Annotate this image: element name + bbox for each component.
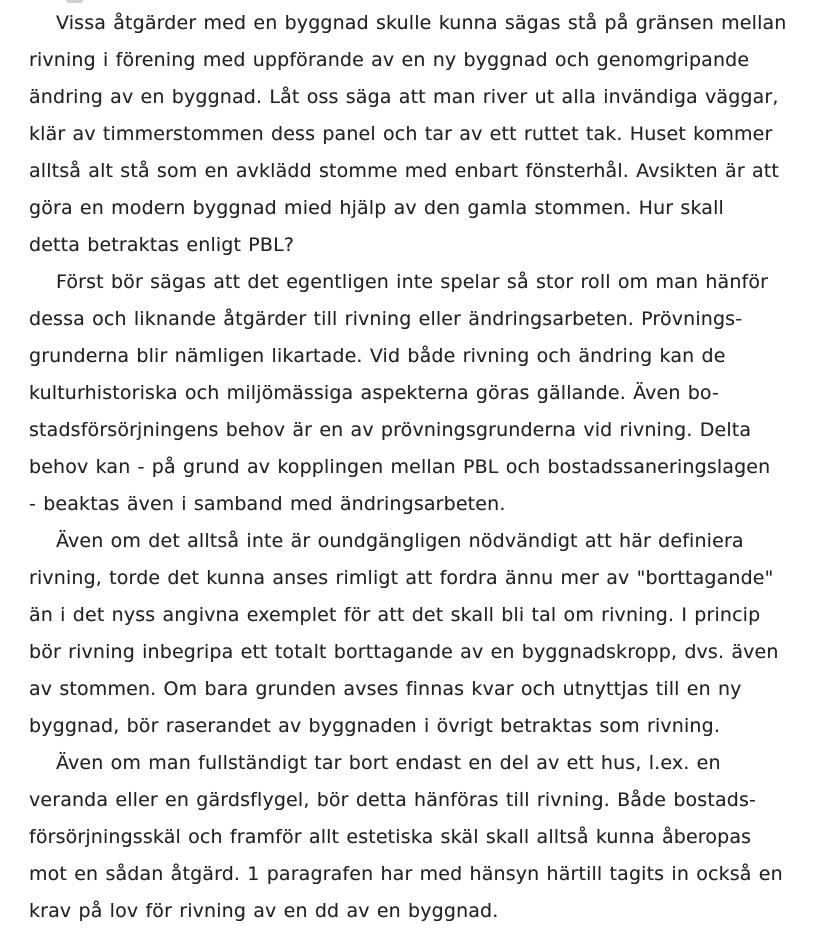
text-line: av stommen. Om bara grunden avses finnas kvar och utnyttjas till en ny: [29, 678, 742, 700]
text-line: krav på lov för rivning av en dd av en byggnad.: [29, 900, 499, 922]
text-line: klär av timmerstommen dess panel och tar av ett ruttet tak. Huset kommer: [29, 123, 773, 145]
text-line: dessa och liknande åtgärder till rivning eller ändringsarbeten. Prövnings-: [29, 308, 743, 330]
paragraph: [29, 5, 810, 264]
text-line: veranda eller en gärdsflygel, bör detta hänföras till rivning. Både bostads-: [29, 789, 757, 811]
cropped-line-artifact: [66, 0, 83, 3]
text-line: försörjningsskäl och framför allt estetiska skäl skall alltså kunna åberopas: [29, 826, 752, 848]
paragraph: [29, 523, 810, 745]
text-line: rivning i förening med uppförande av en ny byggnad och genomgripande: [29, 49, 750, 71]
text-line: behov kan - på grund av kopplingen mellan PBL och bostadssaneringslagen: [29, 456, 771, 478]
text-line: kulturhistoriska och miljömässiga aspekterna göras gällande. Även bo-: [29, 382, 720, 404]
text-line: mot en sådan åtgärd. 1 paragrafen har med hänsyn härtill tagits in också en: [29, 863, 783, 885]
text-line: än i det nyss angivna exemplet för att det skall bli tal om rivning. I princip: [29, 604, 761, 626]
text-line: alltså alt stå som en avklädd stomme med enbart fönsterhål. Avsikten är att: [29, 160, 779, 182]
text-line: Även om man fullständigt tar bort endast en del av ett hus, l.ex. en: [56, 752, 721, 774]
paragraph: [29, 745, 810, 930]
text-line: Vissa åtgärder med en byggnad skulle kunna sägas stå på gränsen mellan: [56, 12, 787, 34]
text-line: grunderna blir nämligen likartade. Vid både rivning och ändring kan de: [29, 345, 726, 367]
text-line: - beaktas även i samband med ändringsarbeten.: [29, 493, 506, 515]
text-line: Först bör sägas att det egentligen inte spelar så stor roll om man hänför: [56, 271, 769, 293]
text-line: Även om det alltså inte är oundgängligen nödvändigt att här definiera: [56, 530, 744, 552]
text-line: rivning, torde det kunna anses rimligt att fordra ännu mer av "borttagande": [29, 567, 774, 589]
text-line: stadsförsörjningens behov är en av prövningsgrunderna vid rivning. Delta: [29, 419, 752, 441]
document-page: [0, 5, 836, 930]
paragraph: [29, 264, 810, 523]
text-line: göra en modern byggnad mied hjälp av den gamla stommen. Hur skall: [29, 197, 724, 219]
text-line: detta betraktas enligt PBL?: [29, 234, 295, 256]
text-line: ändring av en byggnad. Låt oss säga att man river ut alla invändiga väggar,: [29, 86, 779, 108]
text-line: bör rivning inbegripa ett totalt borttagande av en byggnadskropp, dvs. även: [29, 641, 779, 663]
text-line: byggnad, bör raserandet av byggnaden i övrigt betraktas som rivning.: [29, 715, 721, 737]
